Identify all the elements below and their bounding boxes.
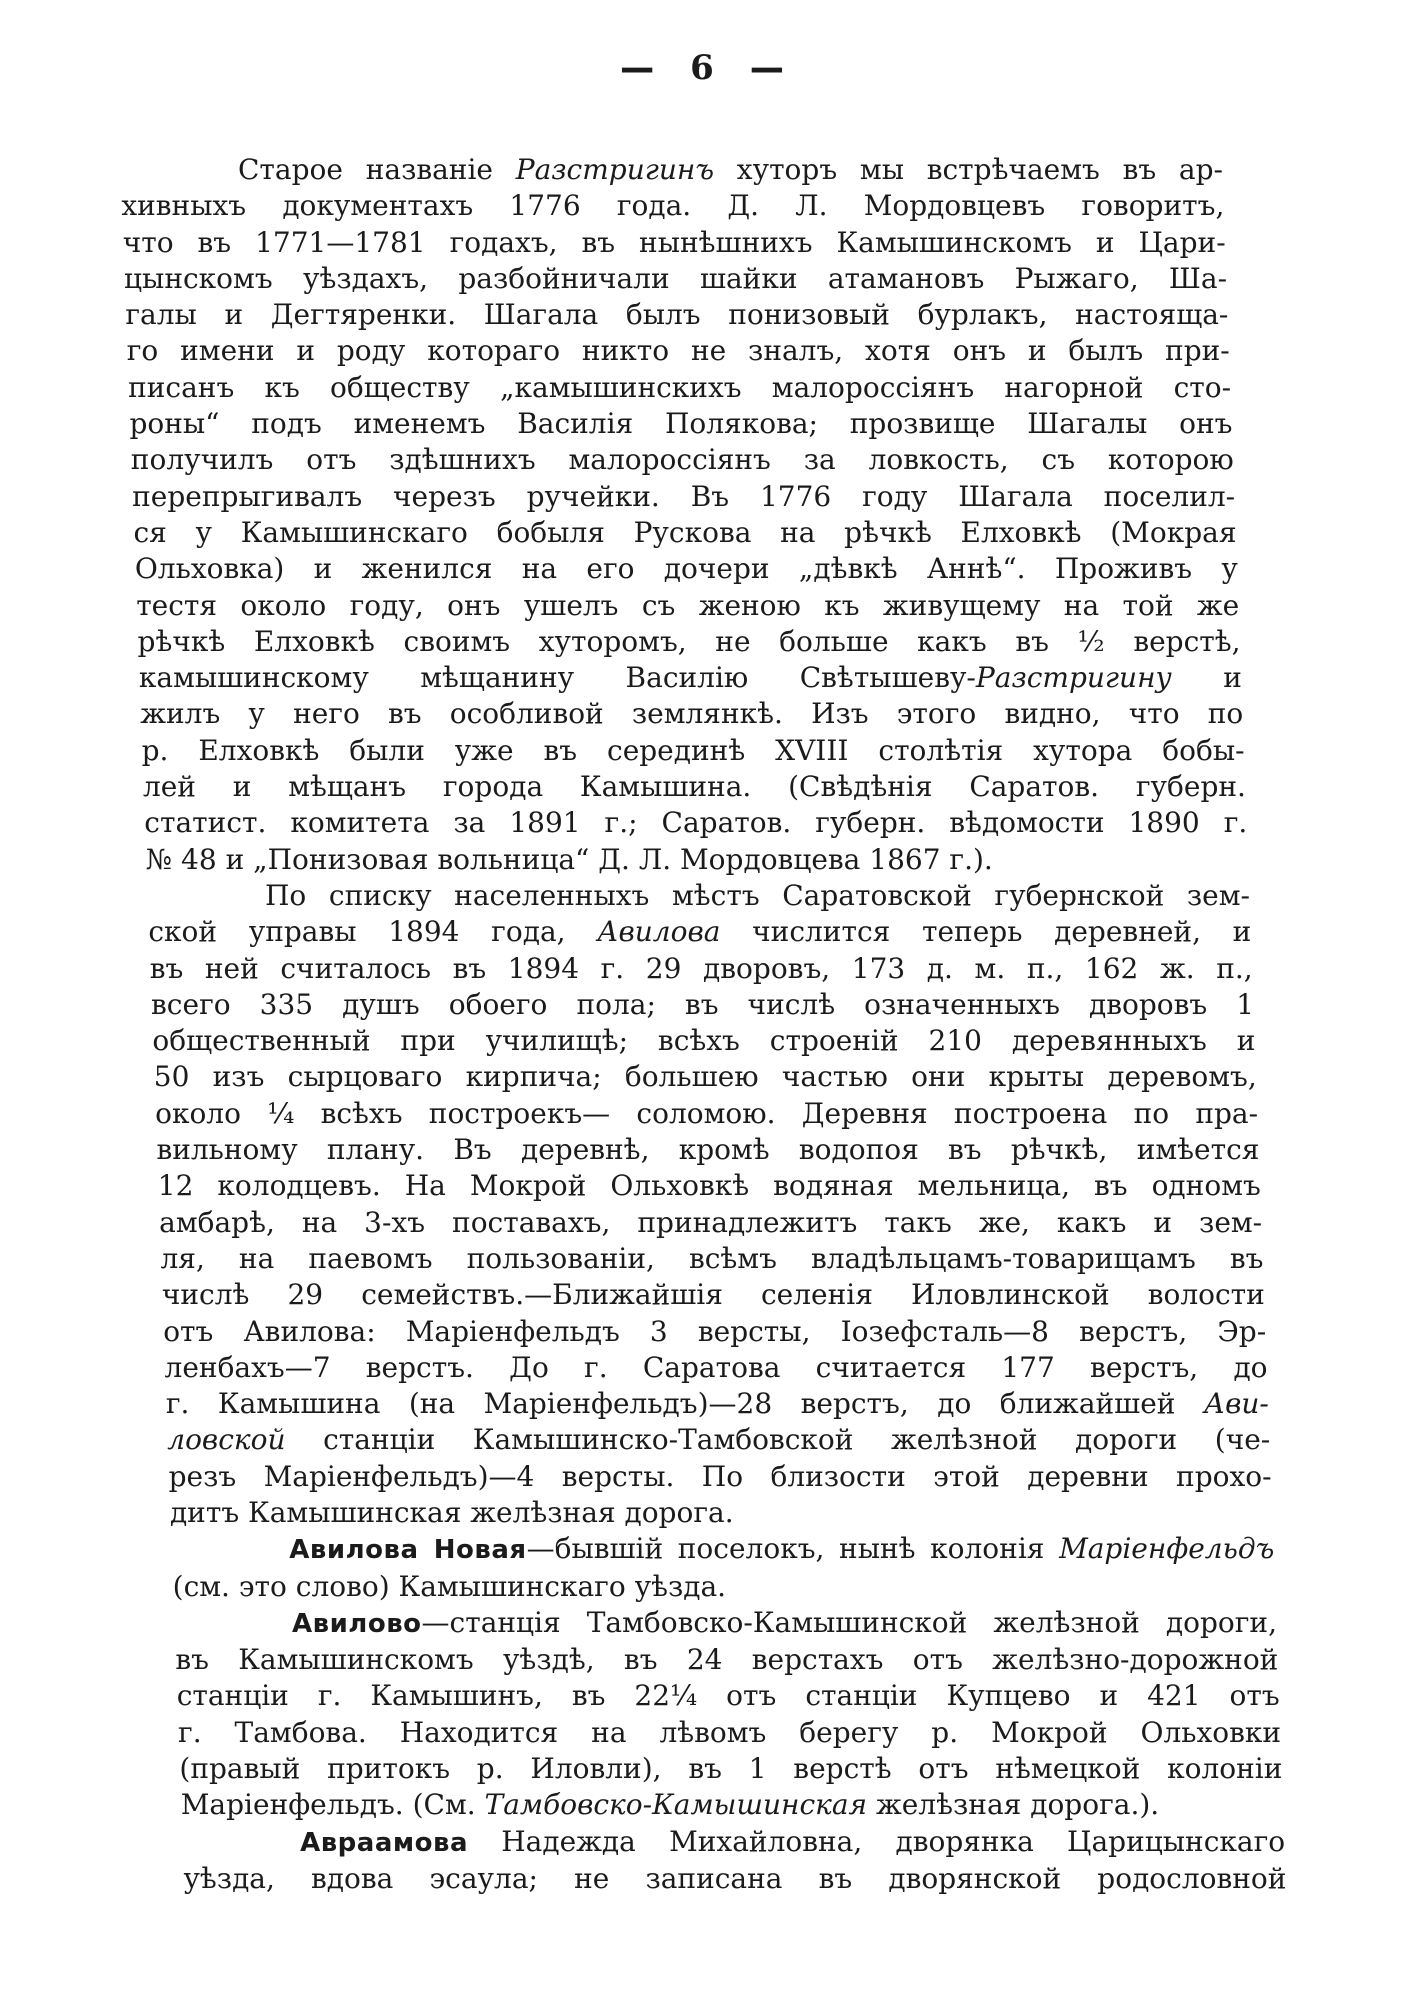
text-line <box>146 842 1249 878</box>
text-line <box>162 1277 1265 1313</box>
text-line <box>151 987 1254 1023</box>
text-segment: Ави- <box>1203 1387 1269 1421</box>
text-segment: ленбахъ—7 верстъ. До г. Саратова считается 177 верстъ, до <box>164 1350 1268 1384</box>
text-segment: вильному плану. Въ деревнѣ, кромѣ водопоя въ рѣчкѣ, имѣется <box>156 1133 1260 1167</box>
text-line <box>183 1861 1286 1897</box>
text-segment: Тамбовско-Камышинская <box>484 1788 868 1822</box>
text-line <box>140 696 1243 732</box>
text-segment: уѣзда, вдова эсаула; не записана въ дворянской родословной <box>183 1861 1287 1895</box>
text-line <box>163 1314 1266 1350</box>
text-segment: Маріенфельдъ. (См. <box>180 1788 485 1822</box>
text-segment: Авилова <box>597 915 721 949</box>
text-segment: ловской <box>167 1423 286 1457</box>
text-segment: 50 изъ сырцоваго кирпича; большею частью они крыты деревомъ, <box>153 1060 1257 1094</box>
text-segment: (см. это слово) Камышинскаго уѣзда. <box>172 1569 727 1603</box>
page-number-value: 6 <box>690 48 714 88</box>
text-segment: лей и мѣщанъ города Камышина. (Свѣдѣнія Саратов. губерн. <box>142 770 1246 804</box>
text-segment: галы и Дегтяренки. Шагала былъ понизовый бурлакъ, настояща- <box>125 298 1229 332</box>
text-line <box>135 551 1238 587</box>
text-segment: получилъ отъ здѣшнихъ малороссіянъ за ловкость, съ которою <box>130 443 1234 477</box>
text-line <box>150 951 1253 987</box>
text-line <box>169 1459 1272 1495</box>
text-line <box>154 1059 1257 1095</box>
page-number-dash-right: — <box>749 44 784 92</box>
text-line <box>142 733 1245 769</box>
text-segment: жилъ у него въ особливой землянкѣ. Изъ этого видно, что по <box>140 697 1244 731</box>
text-line <box>139 660 1242 696</box>
text-line <box>123 225 1226 261</box>
text-segment: Ольховка) и женился на его дочери „дѣвкѣ Аннѣ“. Проживъ у <box>134 552 1238 586</box>
text-segment: резъ Маріенфельдъ)—4 версты. По близости этой деревни прохо- <box>168 1459 1272 1493</box>
text-line <box>125 297 1228 333</box>
text-line <box>124 261 1227 297</box>
text-line <box>128 370 1231 406</box>
text-segment: Разстригинъ <box>515 153 715 186</box>
text-line <box>174 1605 1277 1642</box>
page-number <box>0 44 1404 92</box>
text-line <box>132 479 1235 515</box>
text-line <box>171 1531 1274 1568</box>
text-segment: г. Тамбова. Находится на лѣвомъ берегу р. Мокрой Ольховки <box>178 1715 1282 1749</box>
text-segment: дитъ Камышинская желѣзная дорога. <box>169 1495 734 1529</box>
text-segment: № 48 и „Понизовая вольница“ Д. Л. Мордовцева 1867 г.). <box>145 842 993 876</box>
text-line <box>156 1132 1259 1168</box>
text-segment: отъ Авилова: Маріенфельдъ 3 версты, Іозефсталь—8 верстъ, Эр- <box>163 1314 1267 1348</box>
text-line <box>181 1787 1284 1823</box>
text-segment: Маріенфельдъ <box>1059 1532 1275 1566</box>
text-line <box>179 1751 1282 1787</box>
text-line <box>129 406 1232 442</box>
text-line <box>144 805 1247 841</box>
text-line <box>138 624 1241 660</box>
text-segment: желѣзная дорога.). <box>867 1788 1160 1822</box>
text-segment: хивныхъ документахъ 1776 года. Д. Л. Мордовцевъ говоритъ, <box>121 189 1225 223</box>
text-segment: въ Камышинскомъ уѣздѣ, въ 24 верстахъ отъ желѣзно-дорожной <box>175 1643 1279 1677</box>
text-segment: ля, на паевомъ пользованіи, всѣмъ владѣльцамъ-товарищамъ въ <box>160 1241 1264 1275</box>
text-line <box>127 333 1230 369</box>
text-segment: (правый притокъ р. Иловли), въ 1 верстѣ отъ нѣмецкой колоніи <box>179 1752 1283 1786</box>
text-segment: цынскомъ уѣздахъ, разбойничали шайки атамановъ Рыжаго, Ша- <box>124 261 1228 295</box>
text-segment: ся у Камышинскаго бобыля Рускова на рѣчкѣ Елховкѣ (Мокрая <box>133 515 1237 549</box>
text-line <box>170 1495 1273 1531</box>
text-line <box>166 1386 1269 1422</box>
text-line <box>177 1678 1280 1714</box>
entry-headword: Авраамова <box>300 1827 468 1858</box>
text-line <box>158 1168 1261 1204</box>
text-segment: что въ 1771—1781 годахъ, въ нынѣшнихъ Камышинскомъ и Цари- <box>122 225 1226 259</box>
text-segment: рѣчкѣ Елховкѣ своимъ хуторомъ, не больше какъ въ ½ верстѣ, <box>137 624 1241 658</box>
text-line <box>147 878 1250 914</box>
text-line <box>148 914 1251 950</box>
text-segment: всего 335 душъ обоего пола; въ числѣ означенныхъ дворовъ 1 <box>151 987 1255 1021</box>
text-segment: станціи г. Камышинъ, въ 22¼ отъ станціи Купцево и 421 отъ <box>176 1679 1280 1713</box>
text-line <box>155 1096 1258 1132</box>
text-segment: писанъ къ обществу „камышинскихъ малороссіянъ нагорной сто- <box>128 370 1232 404</box>
text-line <box>161 1241 1264 1277</box>
text-line <box>134 515 1237 551</box>
text-line <box>143 769 1246 805</box>
text-line <box>167 1422 1270 1458</box>
page-number-dash-left: — <box>620 44 655 92</box>
text-line <box>178 1715 1281 1751</box>
text-segment: числится теперь деревней, и <box>720 915 1252 949</box>
text-segment: станціи Камышинско-Тамбовской желѣзной дороги (че- <box>285 1423 1271 1457</box>
text-segment: Разстригину <box>975 661 1172 695</box>
text-line <box>131 442 1234 478</box>
text-segment: ской управы 1894 года, <box>148 915 598 949</box>
text-segment: Надежда Михайловна, дворянка Царицынскаго <box>467 1824 1286 1858</box>
text-segment: г. Камышина (на Маріенфельдъ)—28 верстъ, до ближайшей <box>165 1387 1204 1421</box>
text-line <box>120 152 1223 188</box>
text-segment: статист. комитета за 1891 г.; Саратов. губерн. вѣдомости 1890 г. <box>144 806 1248 840</box>
text-line <box>165 1350 1268 1386</box>
text-segment: числѣ 29 семействъ.—Ближайшія селенія Иловлинской волости <box>161 1278 1265 1312</box>
text-segment: хуторъ мы встрѣчаемъ въ ар- <box>714 153 1224 186</box>
text-segment: Старое названіе <box>238 153 516 186</box>
text-line <box>173 1569 1276 1605</box>
entry-headword: Авилова Новая <box>289 1535 527 1566</box>
text-segment: общественный при училищѣ; всѣхъ строеній 210 деревянныхъ и <box>152 1024 1256 1058</box>
body-text <box>120 152 1300 1897</box>
text-line <box>159 1205 1262 1241</box>
entry-headword: Авилово <box>292 1608 422 1639</box>
text-segment: —станція Тамбовско-Камышинской желѣзной дороги, <box>421 1605 1277 1639</box>
text-line <box>175 1642 1278 1678</box>
text-segment: —бывшій поселокъ, нынѣ колонія <box>526 1532 1060 1566</box>
text-line <box>152 1023 1255 1059</box>
text-segment: го имени и роду котораго никто не зналъ, хотя онъ и былъ при- <box>126 334 1230 368</box>
text-segment: перепрыгивалъ черезъ ручейки. Въ 1776 году Шагала поселил- <box>132 479 1236 513</box>
text-segment: роны“ подъ именемъ Василія Полякова; прозвище Шагалы онъ <box>129 407 1233 441</box>
text-segment: камышинскому мѣщанину Василію Свѣтышеву- <box>138 661 976 695</box>
text-segment: и <box>1171 661 1242 695</box>
text-line <box>121 188 1224 224</box>
text-segment: амбарѣ, на 3-хъ поставахъ, принадлежитъ такъ же, какъ и зем- <box>159 1205 1263 1239</box>
text-line <box>136 588 1239 624</box>
text-segment: 12 колодцевъ. На Мокрой Ольховкѣ водяная мельница, въ одномъ <box>157 1169 1261 1203</box>
text-segment: По списку населенныхъ мѣстъ Саратовской губернской зем- <box>265 878 1250 912</box>
text-line <box>182 1824 1285 1861</box>
text-segment: въ ней считалось въ 1894 г. 29 дворовъ, 173 д. м. п., 162 ж. п., <box>149 951 1253 985</box>
text-segment: около ¼ всѣхъ построекъ— соломою. Деревня построена по пра- <box>155 1096 1259 1130</box>
text-segment: тестя около году, онъ ушелъ съ женою къ живущему на той же <box>136 588 1240 622</box>
text-segment: р. Елховкѣ были уже въ серединѣ XVIII столѣтія хутора бобы- <box>141 733 1245 767</box>
